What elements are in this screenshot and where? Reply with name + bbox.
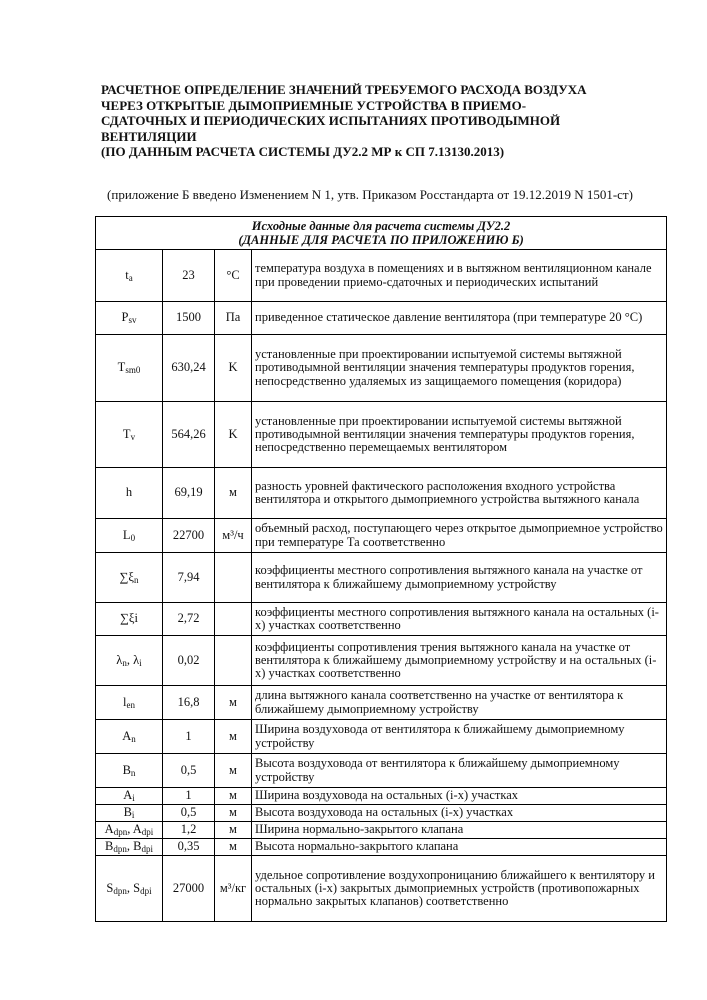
parameter-value: 16,8 (163, 686, 215, 720)
parameter-unit (215, 603, 252, 636)
parameter-unit: м (215, 788, 252, 805)
table-row (96, 788, 667, 805)
table-row (96, 856, 667, 922)
table-row (96, 686, 667, 720)
parameter-description: объемный расход, поступающего через открытое дымоприемное устройство при температуре Та соответственно (252, 519, 667, 553)
parameter-value: 27000 (163, 856, 215, 922)
symbol-subscript: dpi (141, 844, 153, 855)
parameter-description: приведенное статическое давление вентилятора (при температуре 20 °C) (252, 302, 667, 335)
parameter-symbol (96, 335, 163, 402)
parameter-value: 22700 (163, 519, 215, 553)
parameter-value: 0,35 (163, 839, 215, 856)
parameter-unit: м (215, 686, 252, 720)
parameter-unit: м (215, 839, 252, 856)
parameter-description: разность уровней фактического расположения входного устройства вентилятора и открытого дымоприемного устройства вытяжного канала (252, 468, 667, 519)
parameter-value: 0,02 (163, 636, 215, 686)
parameter-unit: K (215, 402, 252, 468)
symbol-text: B (105, 839, 114, 854)
table-row (96, 754, 667, 788)
parameter-symbol (96, 302, 163, 335)
parameter-description: коэффициенты сопротивления трения вытяжного канала на участке от вентилятора к ближайшему дымоприемному устройству и на остальных (i-х) участках соответственно (252, 636, 667, 686)
parameter-value: 0,5 (163, 754, 215, 788)
parameter-unit: м³/ч (215, 519, 252, 553)
symbol-text: B (123, 805, 132, 820)
symbol-subscript: i (139, 657, 142, 668)
parameter-value: 2,72 (163, 603, 215, 636)
parameter-symbol (96, 856, 163, 922)
table-row (96, 250, 667, 302)
symbol-text: A (123, 788, 133, 803)
parameter-value: 630,24 (163, 335, 215, 402)
table-header-row (96, 217, 667, 250)
symbol-subscript: dpi (141, 827, 154, 838)
symbol-subscript: dpn (113, 827, 128, 838)
symbol-text: λ (116, 652, 123, 667)
parameter-description: Ширина воздуховода от вентилятора к ближайшему дымоприемному устройству (252, 720, 667, 754)
symbol-text: A (104, 822, 114, 837)
title-line: ЧЕРЕЗ ОТКРЫТЫЕ ДЫМОПРИЕМНЫЕ УСТРОЙСТВА В ПРИЕМО- (101, 97, 527, 113)
symbol-text: , B (126, 839, 142, 854)
parameter-symbol (96, 402, 163, 468)
table-row (96, 720, 667, 754)
symbol-subscript: v (130, 431, 136, 442)
parameter-symbol (96, 603, 163, 636)
symbol-text: S (106, 880, 114, 895)
parameter-description: установленные при проектировании испытуемой системы вытяжной противодымной вентиляции значения температуры продуктов горения, непосредственно удаляемых из защищаемого помещения (коридора) (252, 335, 667, 402)
parameter-value: 1 (163, 720, 215, 754)
parameter-description: коэффициенты местного сопротивления вытяжного канала на остальных (i-х) участках соответственно (252, 603, 667, 636)
parameter-description: Ширина воздуховода на остальных (i-х) участках (252, 788, 667, 805)
parameter-symbol (96, 553, 163, 603)
parameter-unit: м³/кг (215, 856, 252, 922)
symbol-subscript: n (131, 733, 136, 744)
parameter-description: установленные при проектировании испытуемой системы вытяжной противодымной вентиляции значения температуры продуктов горения, непосредственно перемещаемых вентилятором (252, 402, 667, 468)
symbol-subscript: dpi (140, 885, 152, 896)
symbol-text: h (125, 485, 133, 500)
parameter-unit: м (215, 754, 252, 788)
parameter-unit: K (215, 335, 252, 402)
symbol-text: , λ (126, 652, 140, 667)
parameter-value: 1,2 (163, 822, 215, 839)
parameter-description: Высота воздуховода на остальных (i-х) участках (252, 805, 667, 822)
parameter-description: Высота воздуховода от вентилятора к ближайшему дымоприемному устройству (252, 754, 667, 788)
symbol-text: l (123, 694, 127, 709)
symbol-text: ∑ξ (119, 569, 134, 584)
table-row (96, 603, 667, 636)
symbol-subscript: sv (128, 315, 137, 326)
symbol-text: P (121, 310, 129, 325)
table-row (96, 822, 667, 839)
table-row (96, 468, 667, 519)
parameter-description: коэффициенты местного сопротивления вытяжного канала на участке от вентилятора к ближайшему дымоприемному устройству (252, 553, 667, 603)
symbol-text: , S (126, 880, 141, 895)
table-row (96, 636, 667, 686)
parameter-unit: м (215, 720, 252, 754)
document-title (101, 82, 661, 160)
parameter-description: длина вытяжного канала соответственно на участке от вентилятора к ближайшему дымоприемному устройству (252, 686, 667, 720)
symbol-subscript: dpn (113, 885, 127, 896)
parameter-symbol (96, 250, 163, 302)
table-row (96, 805, 667, 822)
title-line: СДАТОЧНЫХ И ПЕРИОДИЧЕСКИХ ИСПЫТАНИЯХ ПРОТИВОДЫМНОЙ (101, 113, 561, 128)
symbol-text: , A (127, 822, 142, 837)
table-row (96, 302, 667, 335)
symbol-text: T (122, 426, 131, 441)
table-row (96, 519, 667, 553)
symbol-text: t (125, 267, 129, 282)
table-row (96, 553, 667, 603)
table-row (96, 335, 667, 402)
table-row (96, 839, 667, 856)
symbol-text: L (122, 527, 131, 542)
symbol-subscript: n (130, 767, 136, 778)
parameter-symbol (96, 839, 163, 856)
table-row (96, 402, 667, 468)
parameter-value: 1 (163, 788, 215, 805)
parameter-unit: м (215, 805, 252, 822)
input-data-table (95, 216, 667, 922)
symbol-text: A (122, 728, 132, 743)
parameter-unit: м (215, 468, 252, 519)
parameter-unit: м (215, 822, 252, 839)
title-line: РАСЧЕТНОЕ ОПРЕДЕЛЕНИЕ ЗНАЧЕНИЙ ТРЕБУЕМОГО РАСХОДА ВОЗДУХА (101, 82, 587, 97)
parameter-symbol (96, 822, 163, 839)
parameter-symbol (96, 788, 163, 805)
symbol-subscript: n (122, 657, 127, 668)
amendment-note: (приложение Б введено Изменением N 1, утв. Приказом Росстандарта от 19.12.2019 N 1501-ст) (107, 187, 633, 202)
symbol-subscript: sm0 (125, 365, 141, 376)
parameter-description: Ширина нормально-закрытого клапана (252, 822, 667, 839)
table-body (96, 250, 667, 922)
symbol-subscript: en (126, 699, 135, 710)
symbol-text: B (122, 762, 131, 777)
symbol-subscript: n (133, 574, 139, 585)
parameter-value: 0,5 (163, 805, 215, 822)
parameter-symbol (96, 720, 163, 754)
symbol-text: ∑ξi (120, 611, 138, 626)
title-line: ВЕНТИЛЯЦИИ (101, 128, 197, 144)
parameter-unit: °C (215, 250, 252, 302)
parameter-description: Высота нормально-закрытого клапана (252, 839, 667, 856)
table-header-line: (ДАННЫЕ ДЛЯ РАСЧЕТА ПО ПРИЛОЖЕНИЮ Б) (238, 233, 524, 247)
parameter-unit (215, 636, 252, 686)
parameter-symbol (96, 754, 163, 788)
symbol-subscript: a (128, 272, 133, 283)
parameter-symbol (96, 686, 163, 720)
parameter-value: 23 (163, 250, 215, 302)
parameter-value: 7,94 (163, 553, 215, 603)
parameter-unit (215, 553, 252, 603)
symbol-subscript: i (131, 810, 135, 821)
table-header (96, 217, 667, 250)
symbol-text: T (117, 360, 126, 375)
title-line: (ПО ДАННЫМ РАСЧЕТА СИСТЕМЫ ДУ2.2 МР к СП 7.13130.2013) (101, 144, 505, 159)
parameter-value: 564,26 (163, 402, 215, 468)
parameter-unit: Па (215, 302, 252, 335)
parameter-description: удельное сопротивление воздухопроницанию ближайшего к вентилятору и остальных (i-х) закрытых дымоприемных устройств (противопожарных нормально закрытых клапанов) соответственно (252, 856, 667, 922)
symbol-subscript: 0 (130, 532, 136, 543)
parameter-value: 1500 (163, 302, 215, 335)
parameter-symbol (96, 805, 163, 822)
parameter-symbol (96, 636, 163, 686)
parameter-description: температура воздуха в помещениях и в вытяжном вентиляционном канале при проведении приемо-сдаточных и периодических испытаний (252, 250, 667, 302)
symbol-subscript: dpn (113, 844, 127, 855)
parameter-symbol (96, 519, 163, 553)
parameter-value: 69,19 (163, 468, 215, 519)
table-header-line: Исходные данные для расчета системы ДУ2.2 (251, 219, 511, 233)
symbol-subscript: i (132, 793, 135, 804)
parameter-symbol (96, 468, 163, 519)
